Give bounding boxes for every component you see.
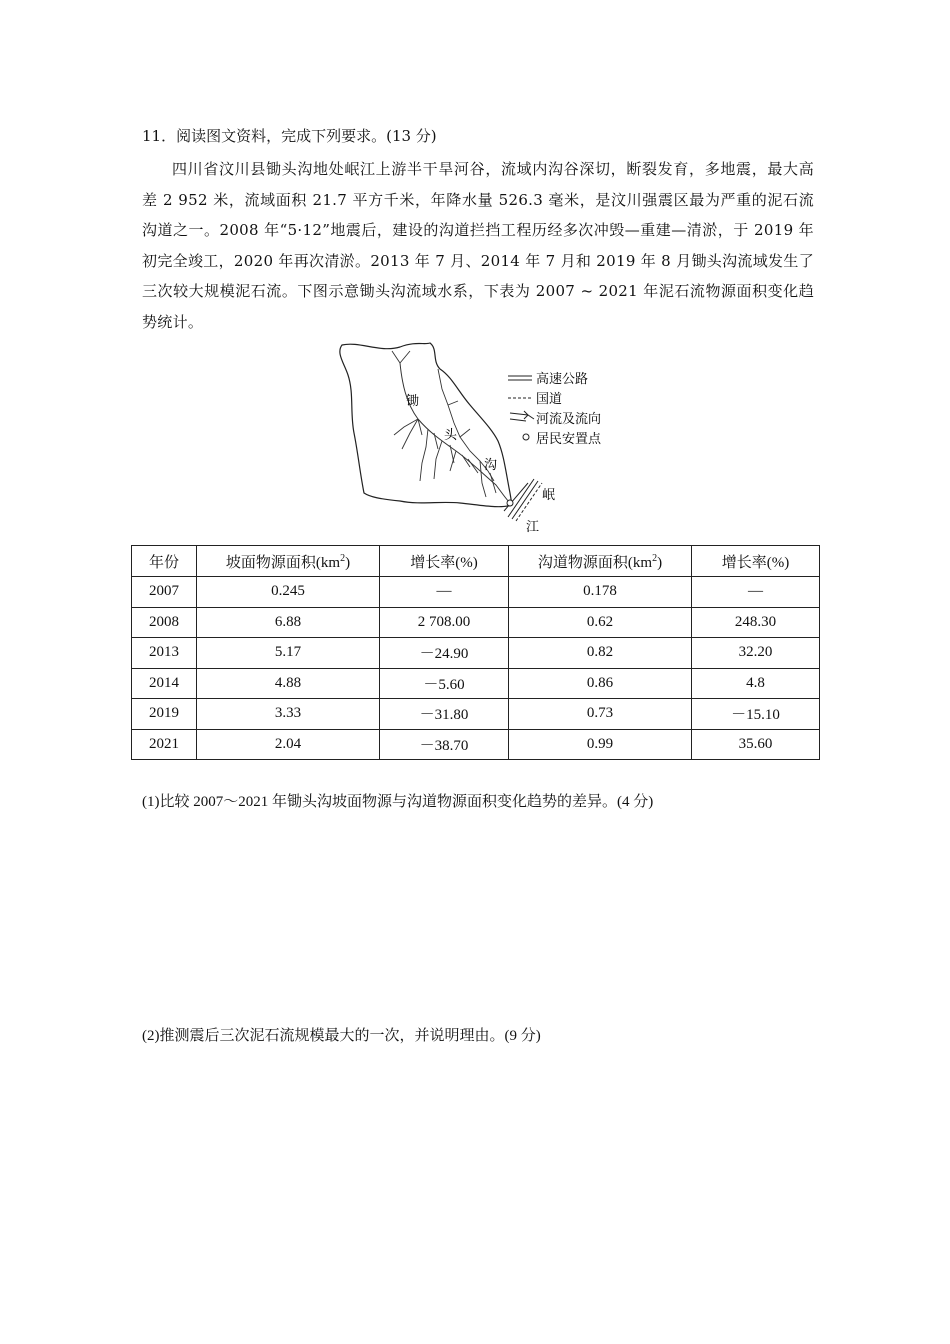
legend-settlement: 居民安置点 <box>536 432 602 447</box>
table-row: 2019 3.33 －31.80 0.73 －15.10 <box>132 699 820 730</box>
question-title: 11．阅读图文资料，完成下列要求。(13 分) <box>142 127 437 145</box>
table-row: 2021 2.04 －38.70 0.99 35.60 <box>132 729 820 760</box>
sub-question-2: (2)推测震后三次泥石流规模最大的一次，并说明理由。(9 分) <box>142 1028 541 1044</box>
header-channel-growth: 增长率(%) <box>692 546 820 577</box>
header-slope-area: 坡面物源面积$(km^2)$ <box>197 546 380 577</box>
settlement-marker <box>507 500 513 506</box>
map-label-gou: 沟 <box>484 458 498 473</box>
header-channel-area: 沟道物源面积$(km^2)$ <box>509 546 692 577</box>
sub-question-1: (1)比较 2007～2021 年锄头沟坡面物源与沟道物源面积变化趋势的差异。(4 分) <box>142 794 654 810</box>
watershed-map <box>330 333 630 538</box>
table-row: 2007 0.245 — 0.178 — <box>132 577 820 608</box>
legend-highway: 高速公路 <box>536 372 589 387</box>
table-row: 2013 5.17 －24.90 0.82 32.20 <box>132 638 820 669</box>
table-row: 2008 6.88 2 708.00 0.62 248.30 <box>132 607 820 638</box>
map-label-min: 岷 <box>542 488 556 503</box>
question-paragraph: 四川省汶川县锄头沟地处岷江上游半干旱河谷，流域内沟谷深切，断裂发育，多地震，最大高差 2 952 米，流域面积 21.7 平方千米，年降水量 526.3 毫米，是汶川强震区最为严重的泥石流沟道之一。2008 年“5·12”地震后，建设的沟道拦挡工程历经多次冲毁—重建—清淤，于 2019 年初完全竣工，2020 年再次清淤。2013 年 7 月、2014 年 7 月和 2019 年 8 月锄头沟流域发生了三次较大规模泥石流。下图示意锄头沟流域水系，下表为 2007 ~ 2021 年泥石流物源面积变化趋势统计。 <box>142 160 814 331</box>
map-label-jiang: 江 <box>526 520 540 535</box>
legend-national-road: 国道 <box>536 392 563 407</box>
map-label-tou: 头 <box>444 428 458 443</box>
map-label-chu: 锄 <box>406 394 420 409</box>
header-slope-growth: 增长率(%) <box>380 546 509 577</box>
table-row: 2014 4.88 －5.60 0.86 4.8 <box>132 668 820 699</box>
watershed-boundary <box>340 343 512 507</box>
header-year: 年份 <box>132 546 197 577</box>
legend-river: 河流及流向 <box>536 412 602 427</box>
source-area-table <box>131 545 820 760</box>
map-legend <box>508 371 602 447</box>
table-header-row <box>132 546 820 577</box>
